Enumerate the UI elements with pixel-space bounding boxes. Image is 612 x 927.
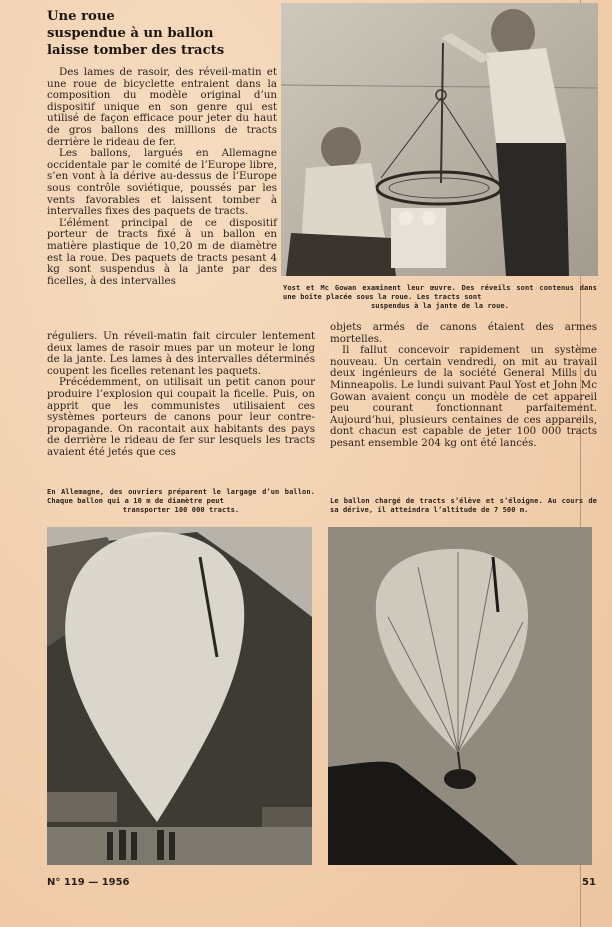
left-column-text bbox=[47, 67, 277, 287]
caption-text: Le ballon chargé de tracts s’élève et s’éloigne. Au cours de sa dérive, il atteindra l’altitude de 7 500 m. bbox=[330, 497, 597, 514]
paragraph: Des lames de rasoir, des réveil-matin et une roue de bicyclette entraient dans la composition du modèle original d’un dispositif unique en son genre qui est utilisé de façon efficace pour jeter du haut de gros ballons des millions de tracts derrière le rideau de fer. bbox=[47, 66, 277, 148]
photo-engineers-with-wheel bbox=[281, 3, 598, 276]
right-column-text bbox=[330, 322, 597, 450]
photo-caption-left bbox=[47, 488, 315, 515]
caption-text-last: transporter 100 000 tracts. bbox=[122, 506, 240, 514]
photo-caption-top bbox=[283, 284, 597, 311]
article-title bbox=[47, 8, 277, 59]
issue-number: N° 119 — 1956 bbox=[47, 877, 130, 888]
caption-text: Yost et Mc Gowan examinent leur œuvre. Des réveils sont contenus dans une boîte placée sous la roue. Les tracts sont bbox=[283, 284, 597, 301]
photo-caption-right bbox=[330, 497, 597, 515]
paragraph: L’élément principal de ce dispositif porteur de tracts fixé à un ballon en matière plastique de 10,20 m de diamètre est la roue. Des paquets de tracts pesant 4 kg sont suspendus à la jante par des ficelles, à des intervalles bbox=[47, 216, 277, 287]
paragraph: objets armés de canons étaient des armes mortelles. bbox=[330, 321, 597, 345]
caption-text: En Allemagne, des ouvriers préparent le largage d’un ballon. Chaque ballon qui a 10 m de diamètre peut bbox=[47, 488, 315, 505]
title-line: laisse tomber des tracts bbox=[47, 43, 225, 58]
title-line: suspendue à un ballon bbox=[47, 26, 214, 41]
paragraph: Les ballons, largués en Allemagne occidentale par le comité de l’Europe libre, s’en vont à la dérive au-dessus de l’Europe sous contrôle soviétique, poussés par les vents favorables et laissent tomber à intervalles fixes des paquets de tracts. bbox=[47, 147, 277, 218]
page-number: 51 bbox=[582, 877, 596, 888]
paragraph: Il fallut concevoir rapidement un système nouveau. Un certain vendredi, on mit au travail deux ingénieurs de la société General Mills du Minneapolis. Le lundi suivant Paul Yost et John Mc Gowan avaient conçu un modèle de cet appareil peu courant fonctionnant parfaitement. Aujourd’hui, plusieurs centaines de ces appareils, dont chacun est capable de jeter 100 000 tracts pesant ensemble 204 kg ont été lancés. bbox=[330, 344, 597, 449]
paragraph: Précédemment, on utilisait un petit canon pour produire l’explosion qui coupait la ficelle. Puis, on apprit que les communistes utilisaient ces systèmes porteurs de canons pour leur contre-propagande. On racontait aux habitants des pays de derrière le rideau de fer sur lesquels les tracts avaient été jetés que ces bbox=[47, 376, 315, 458]
paragraph: réguliers. Un réveil-matin fait circuler lentement deux lames de rasoir mues par un moteur le long de la jante. Les lames à des intervalles déterminés coupent les ficelles retenant les paquets. bbox=[47, 330, 315, 377]
caption-text-last: suspendus à la jante de la roue. bbox=[370, 302, 510, 310]
photo-balloon-launch bbox=[47, 527, 312, 865]
left-column-wide-text bbox=[47, 331, 315, 459]
photo-balloon-ascending bbox=[328, 527, 592, 865]
title-line: Une roue bbox=[47, 9, 115, 24]
